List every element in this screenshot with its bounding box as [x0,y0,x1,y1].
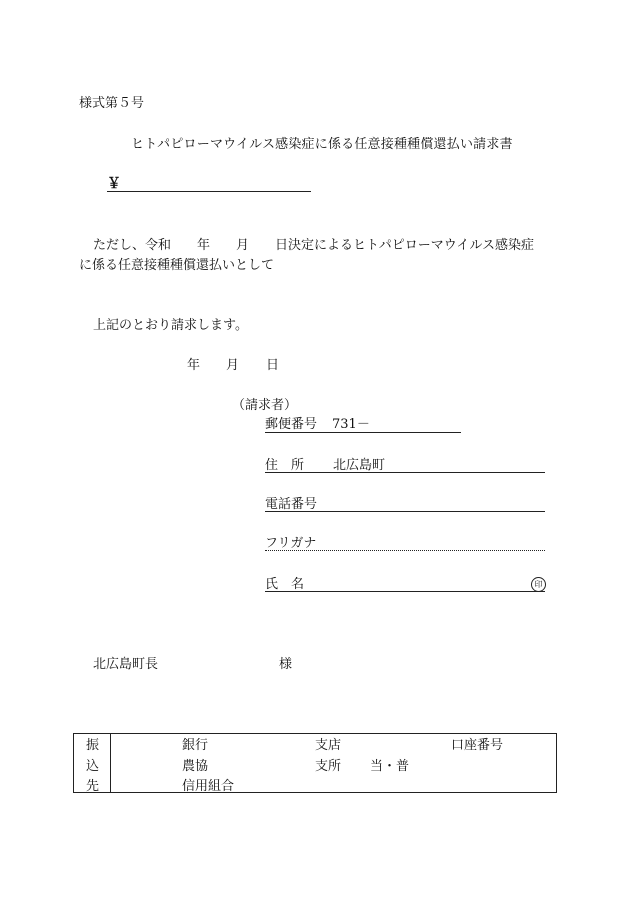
bank-transfer-table [73,733,557,793]
institution-credit-union[interactable]: 信用組合 [182,779,235,794]
date-day-label: 日 [266,358,280,373]
account-type-selector[interactable]: 当・普 [370,759,410,774]
postal-code-label: 郵便番号 [265,417,318,432]
document-title: ヒトパピローマウイルス感染症に係る任意接種種償還払い請求書 [131,137,513,152]
request-statement: 上記のとおり請求します。 [93,318,248,333]
table-header-char: 込 [86,759,100,774]
date-month-label: 月 [226,358,240,373]
table-header-char: 振 [86,738,100,753]
phone-field[interactable] [265,496,545,512]
branch-store-label: 支店 [315,738,342,753]
amount-field[interactable] [107,176,311,192]
addressee-honorific: 様 [279,657,293,672]
claimant-header: （請求者） [232,398,298,413]
address-field[interactable] [265,457,545,473]
body-text-line1: ただし、令和 年 月 日決定によるヒトパピローマウイルス感染症 [93,238,534,253]
form-number: 様式第５号 [79,96,145,111]
address-value: 北広島町 [333,458,386,473]
postal-code-field[interactable] [265,418,461,433]
postal-code-prefix: 731－ [332,417,370,432]
name-field[interactable] [265,576,545,592]
seal-icon: 印 [531,577,546,592]
table-header-char: 先 [86,779,100,794]
institution-bank[interactable]: 銀行 [182,738,209,753]
account-number-label: 口座番号 [451,738,504,753]
body-text-line2: に係る任意接種種償還払いとして [79,258,275,273]
furigana-label: フリガナ [265,536,317,551]
institution-agricultural-coop[interactable]: 農協 [182,759,209,774]
table-divider [110,734,111,792]
date-year-label: 年 [187,358,201,373]
phone-label: 電話番号 [265,497,318,512]
yen-symbol: ￥ [107,176,121,192]
branch-office-label: 支所 [315,759,342,774]
address-label: 住 所 [265,458,305,473]
name-label: 氏 名 [265,577,305,592]
furigana-field[interactable] [265,536,545,551]
addressee-mayor: 北広島町長 [93,657,159,672]
